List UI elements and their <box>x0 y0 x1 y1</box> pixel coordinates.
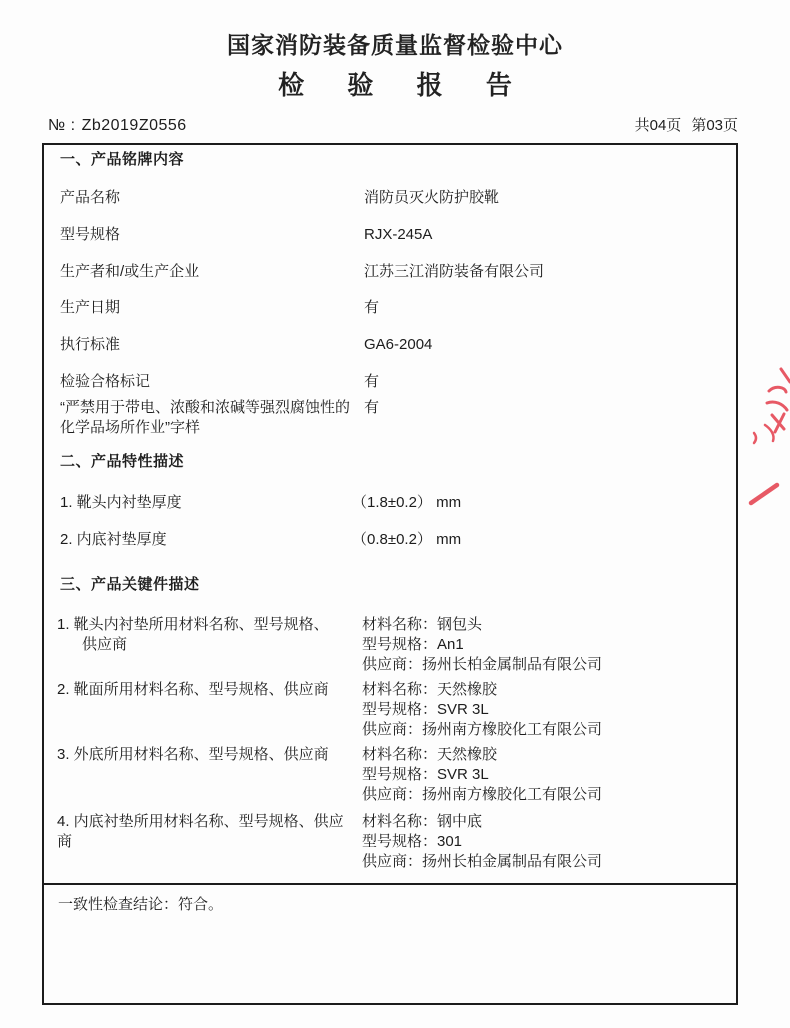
field-label: “严禁用于带电、浓酸和浓碱等强烈腐蚀性的化学品场所作业”字样 <box>60 399 350 436</box>
section-divider <box>42 883 738 885</box>
material-name: 材料名称：天然橡胶 <box>362 681 498 698</box>
field-label: 2. 内底衬垫厚度 <box>60 531 167 548</box>
field-label: 1. 靴头内衬垫厚度 <box>60 494 182 511</box>
meta-row <box>48 114 738 135</box>
table-row <box>60 298 728 318</box>
model-spec: 型号规格：An1 <box>362 636 464 653</box>
field-value-group <box>362 615 602 675</box>
report-number-value: Zb2019Z0556 <box>81 117 187 134</box>
material-name: 材料名称：钢包头 <box>362 616 483 633</box>
table-row <box>60 335 728 355</box>
field-label: 3. 外底所用材料名称、型号规格、供应商 <box>57 746 329 763</box>
supplier: 供应商：扬州长柏金属制品有限公司 <box>362 656 603 673</box>
table-row <box>57 615 728 673</box>
table-row <box>60 188 728 208</box>
table-row <box>57 812 728 870</box>
field-value: （1.8±0.2） mm <box>352 494 462 511</box>
section3-heading: 三、产品关键件描述 <box>60 576 200 593</box>
table-row <box>57 745 728 803</box>
field-label: 1. 靴头内衬垫所用材料名称、型号规格、供应商 <box>57 616 329 653</box>
report-table <box>42 143 738 1005</box>
field-label: 产品名称 <box>60 189 121 206</box>
material-name: 材料名称：钢中底 <box>362 813 483 830</box>
supplier: 供应商：扬州南方橡胶化工有限公司 <box>362 786 603 803</box>
section2-heading: 二、产品特性描述 <box>60 453 185 470</box>
table-row <box>60 262 728 282</box>
field-label: 生产日期 <box>60 299 121 316</box>
table-row <box>57 680 728 738</box>
table-row <box>60 493 728 513</box>
field-value: （0.8±0.2） mm <box>352 531 462 548</box>
field-label: 执行标准 <box>60 336 121 353</box>
field-label: 2. 靴面所用材料名称、型号规格、供应商 <box>57 681 329 698</box>
page-current: 第03页 <box>691 117 738 134</box>
field-label: 型号规格 <box>60 226 121 243</box>
field-value-group <box>362 680 602 740</box>
report-number <box>48 117 187 135</box>
model-spec: 型号规格：301 <box>362 833 463 850</box>
field-value: 有 <box>364 299 380 316</box>
table-row <box>60 225 728 245</box>
field-value-group <box>362 812 602 872</box>
field-value-group <box>362 745 602 805</box>
org-title: 国家消防装备质量监督检验中心 <box>227 32 563 58</box>
pages-total: 共04页 <box>634 117 682 134</box>
material-name: 材料名称：天然橡胶 <box>362 746 498 763</box>
supplier: 供应商：扬州长柏金属制品有限公司 <box>362 853 603 870</box>
section1-heading: 一、产品铭牌内容 <box>60 151 185 168</box>
field-value: RJX-245A <box>364 226 433 243</box>
table-row <box>60 398 728 438</box>
table-row <box>60 372 728 392</box>
report-number-label: № : <box>48 117 76 134</box>
field-value: 消防员灭火防护胶靴 <box>364 189 500 206</box>
table-row <box>60 530 728 550</box>
conclusion-text: 一致性检查结论：符合。 <box>58 896 224 913</box>
field-label: 4. 内底衬垫所用材料名称、型号规格、供应商 <box>57 813 344 850</box>
model-spec: 型号规格：SVR 3L <box>362 701 489 718</box>
field-value: 有 <box>364 373 380 390</box>
supplier: 供应商：扬州南方橡胶化工有限公司 <box>362 721 603 738</box>
page-indicator <box>635 114 738 135</box>
model-spec: 型号规格：SVR 3L <box>362 766 489 783</box>
red-handwriting-mark <box>745 363 790 511</box>
field-value: GA6-2004 <box>364 336 433 353</box>
field-label: 生产者和/或生产企业 <box>60 263 200 280</box>
report-title: 检 验 报 告 <box>278 70 530 100</box>
field-label: 检验合格标记 <box>60 373 151 390</box>
field-value: 江苏三江消防装备有限公司 <box>364 263 545 280</box>
field-value: 有 <box>364 399 380 416</box>
